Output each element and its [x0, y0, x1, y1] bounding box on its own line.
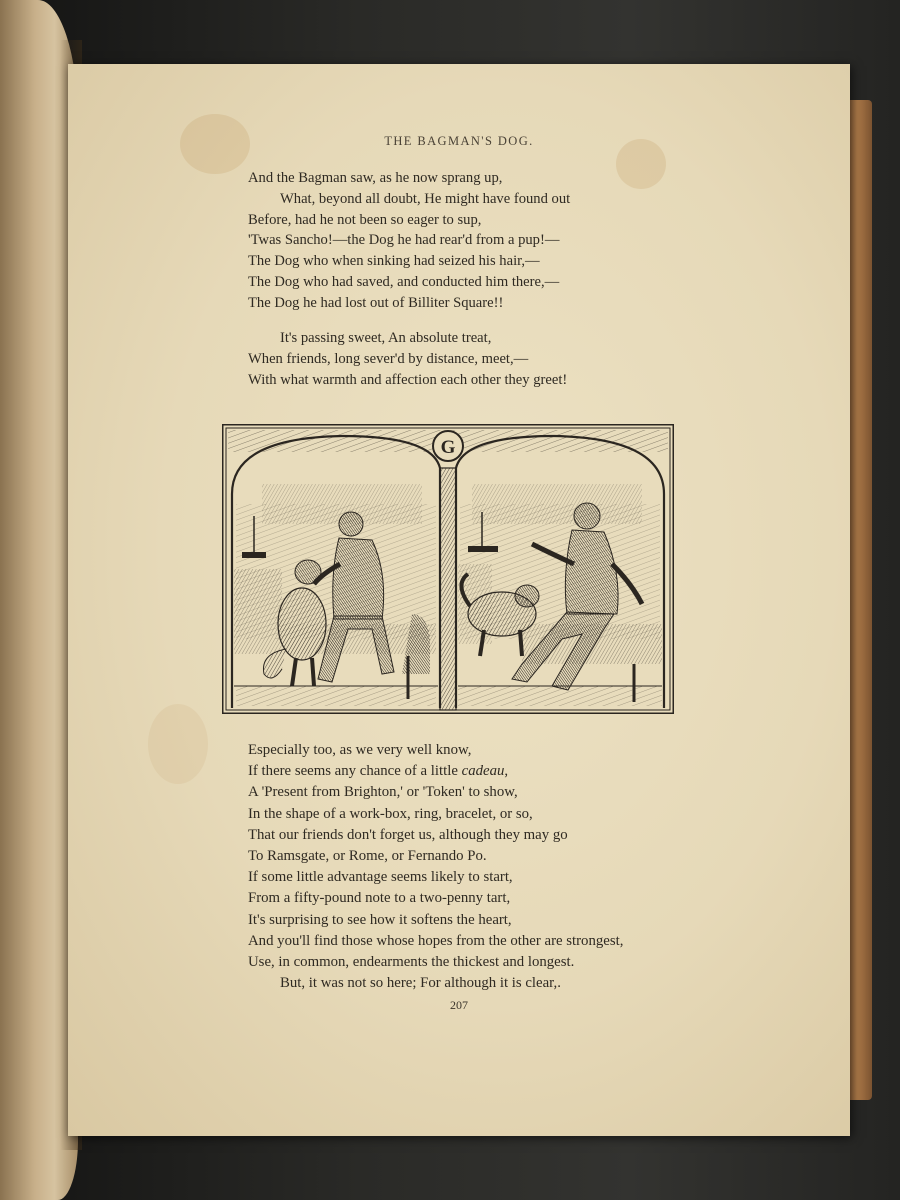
verse-line: Use, in common, endearments the thickest and longest. [248, 953, 575, 970]
verse-line: What, beyond all doubt, He might have found out [280, 190, 571, 207]
dog-head-right [515, 585, 539, 607]
right-ceiling-beams [472, 484, 642, 524]
verse-text: If there seems any chance of a little [248, 763, 462, 780]
center-pillar [440, 468, 456, 710]
verse-line: But, it was not so here; For although it is clear,. [280, 975, 561, 992]
stanza-2 [248, 328, 708, 390]
verse-line: And you'll find those whose hopes from the other are strongest, [248, 932, 624, 949]
left-hammock [234, 569, 282, 654]
verse-line [248, 761, 708, 782]
verse-line: 'Twas Sancho!—the Dog he had rear'd from a pup!— [248, 232, 560, 249]
foxing-stain [148, 704, 208, 784]
verse-line: And the Bagman saw, as he now sprang up, [248, 170, 503, 186]
left-floor [236, 686, 436, 706]
verse-punctuation: , [504, 763, 509, 780]
verse-line: The Dog he had lost out of Billiter Square!! [248, 294, 504, 311]
bagman-head-left [339, 512, 363, 536]
verse-line: It's surprising to see how it softens the heart, [248, 911, 512, 928]
verse-line: That our friends don't forget us, although they may go [248, 826, 568, 843]
verse-line: Before, had he not been so eager to sup, [248, 211, 482, 228]
verse-line: The Dog who had saved, and conducted him there,— [248, 273, 560, 290]
verse-line: When friends, long sever'd by distance, meet,— [248, 350, 529, 367]
right-lamp-shelf [468, 546, 498, 552]
verse-line: If some little advantage seems likely to start, [248, 869, 513, 886]
dog-head-left [295, 560, 321, 584]
running-head: THE BAGMAN'S DOG. [384, 134, 534, 148]
bagman-coat-left [333, 538, 384, 619]
verse-line: From a fifty-pound note to a two-penny tart, [248, 890, 511, 907]
verse-line: Especially too, as we very well know, [248, 742, 472, 758]
book-page [68, 64, 850, 1136]
verse-line: It's passing sweet, An absolute treat, [280, 330, 492, 346]
verse-line: With what warmth and affection each other they greet! [248, 371, 568, 388]
page-number: 207 [450, 998, 468, 1012]
verse-line: A 'Present from Brighton,' or 'Token' to show, [248, 784, 518, 801]
verse-line: The Dog who when sinking had seized his hair,— [248, 253, 540, 270]
engraving-illustration [222, 424, 674, 714]
monogram-letter: G [440, 437, 456, 458]
italic-word: cadeau [461, 763, 505, 780]
bagman-head-right [574, 503, 600, 529]
left-lamp-shelf [242, 552, 266, 558]
stanza-1 [248, 168, 708, 314]
verse-line: To Ramsgate, or Rome, or Fernando Po. [248, 847, 487, 864]
stanza-3 [248, 740, 708, 994]
verse-line: In the shape of a work-box, ring, bracelet, or so, [248, 805, 533, 822]
right-floor [458, 686, 662, 706]
dog-leg-left [312, 658, 314, 686]
dog-leg-right [520, 630, 522, 656]
